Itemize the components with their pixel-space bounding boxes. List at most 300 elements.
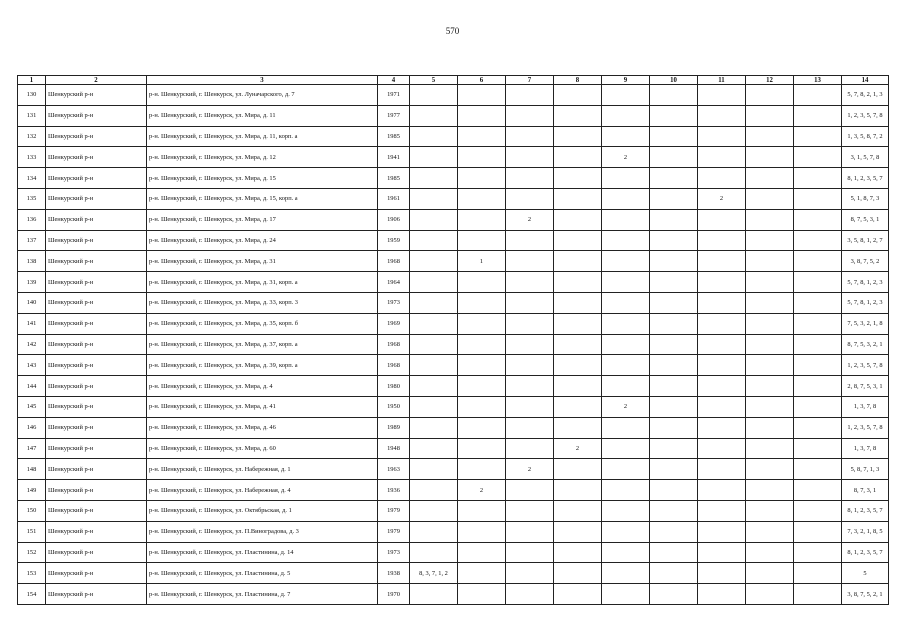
table-row <box>18 168 889 189</box>
col6-cell <box>458 188 506 209</box>
district-cell: Шенкурский р-н <box>46 334 147 355</box>
col12-cell <box>746 563 794 584</box>
col11-cell <box>698 355 746 376</box>
col10-cell <box>650 438 698 459</box>
district-cell: Шенкурский р-н <box>46 230 147 251</box>
header-row <box>18 76 889 85</box>
col10-cell <box>650 396 698 417</box>
col14-cell <box>842 85 889 106</box>
col6-cell <box>458 230 506 251</box>
col14-cell <box>842 334 889 355</box>
col10-cell <box>650 480 698 501</box>
table-row <box>18 209 889 230</box>
col14-cell <box>842 480 889 501</box>
row-number: 145 <box>18 396 46 417</box>
col12-cell <box>746 438 794 459</box>
col8-cell <box>554 500 602 521</box>
col6-cell <box>458 500 506 521</box>
district-cell: Шенкурский р-н <box>46 438 147 459</box>
district-cell: Шенкурский р-н <box>46 272 147 293</box>
col14-text: 5, 1, 8, 7, 3 <box>850 195 880 203</box>
col5-cell <box>410 126 458 147</box>
table-row <box>18 521 889 542</box>
row-number: 133 <box>18 147 46 168</box>
district-cell: Шенкурский р-н <box>46 251 147 272</box>
table-row <box>18 334 889 355</box>
address-cell: р-н. Шенкурский, г. Шенкурск, ул. Мира, д. 37, корп. а <box>147 334 378 355</box>
col8-cell: 2 <box>554 438 602 459</box>
col12-cell <box>746 480 794 501</box>
col12-cell <box>746 292 794 313</box>
address-cell: р-н. Шенкурский, г. Шенкурск, ул. Мира, д. 15, корп. а <box>147 188 378 209</box>
year-cell: 1968 <box>378 251 410 272</box>
col6-cell <box>458 355 506 376</box>
col11-cell <box>698 334 746 355</box>
col13-cell <box>794 500 842 521</box>
col10-cell <box>650 251 698 272</box>
col5-cell <box>410 230 458 251</box>
row-number: 130 <box>18 85 46 106</box>
year-cell: 1968 <box>378 334 410 355</box>
district-cell: Шенкурский р-н <box>46 584 147 605</box>
col8-cell <box>554 168 602 189</box>
col13-cell <box>794 584 842 605</box>
col11-cell <box>698 230 746 251</box>
col14-cell <box>842 459 889 480</box>
col7-cell <box>506 126 554 147</box>
col11-cell <box>698 168 746 189</box>
col5-cell <box>410 521 458 542</box>
year-cell: 1979 <box>378 521 410 542</box>
year-cell: 1941 <box>378 147 410 168</box>
col5-cell <box>410 292 458 313</box>
district-cell: Шенкурский р-н <box>46 168 147 189</box>
table-row <box>18 459 889 480</box>
col9-cell <box>602 168 650 189</box>
col14-cell <box>842 500 889 521</box>
col14-cell <box>842 292 889 313</box>
column-header: 11 <box>698 76 746 85</box>
row-number: 142 <box>18 334 46 355</box>
col6-cell <box>458 272 506 293</box>
year-cell: 1980 <box>378 376 410 397</box>
address-cell: р-н. Шенкурский, г. Шенкурск, ул. Мира, д. 15 <box>147 168 378 189</box>
col13-cell <box>794 85 842 106</box>
col14-text: 1, 3, 7, 8 <box>853 403 877 411</box>
col14-cell <box>842 584 889 605</box>
col14-cell <box>842 272 889 293</box>
table-row <box>18 542 889 563</box>
col5-cell <box>410 147 458 168</box>
col10-cell <box>650 521 698 542</box>
row-number: 139 <box>18 272 46 293</box>
row-number: 134 <box>18 168 46 189</box>
address-cell: р-н. Шенкурский, г. Шенкурск, ул. Мира, д. 11 <box>147 105 378 126</box>
col13-cell <box>794 417 842 438</box>
col10-cell <box>650 272 698 293</box>
district-cell: Шенкурский р-н <box>46 188 147 209</box>
col5-cell <box>410 438 458 459</box>
col13-cell <box>794 459 842 480</box>
col13-cell <box>794 396 842 417</box>
col10-cell <box>650 313 698 334</box>
col13-cell <box>794 334 842 355</box>
col14-cell <box>842 230 889 251</box>
district-cell: Шенкурский р-н <box>46 459 147 480</box>
col14-text: 2, 8, 7, 5, 3, 1 <box>847 382 883 390</box>
col6-cell <box>458 584 506 605</box>
col7-cell <box>506 521 554 542</box>
col14-text: 5, 8, 7, 1, 3 <box>850 465 880 473</box>
col14-text: 1, 3, 7, 8 <box>853 444 877 452</box>
col14-text: 8, 1, 2, 3, 5, 7 <box>847 548 883 556</box>
col10-cell <box>650 417 698 438</box>
col10-cell <box>650 85 698 106</box>
col5-cell <box>410 272 458 293</box>
column-header: 6 <box>458 76 506 85</box>
col14-text: 8, 1, 2, 3, 5, 7 <box>847 507 883 515</box>
col8-cell <box>554 417 602 438</box>
col6-cell <box>458 209 506 230</box>
col14-text: 5, 7, 8, 2, 1, 3 <box>847 91 883 99</box>
district-cell: Шенкурский р-н <box>46 292 147 313</box>
col8-cell <box>554 209 602 230</box>
col7-cell <box>506 376 554 397</box>
col5-cell <box>410 251 458 272</box>
col6-cell <box>458 168 506 189</box>
address-cell: р-н. Шенкурский, г. Шенкурск, ул. Мира, д. 31 <box>147 251 378 272</box>
col9-cell <box>602 272 650 293</box>
col11-cell <box>698 376 746 397</box>
register-table <box>17 75 889 605</box>
col12-cell <box>746 251 794 272</box>
col7-cell <box>506 542 554 563</box>
col12-cell <box>746 126 794 147</box>
address-cell: р-н. Шенкурский, г. Шенкурск, ул. Мира, д. 41 <box>147 396 378 417</box>
col14-cell <box>842 396 889 417</box>
year-cell: 1969 <box>378 313 410 334</box>
row-number: 144 <box>18 376 46 397</box>
col5-cell <box>410 355 458 376</box>
col8-cell <box>554 584 602 605</box>
col6-cell <box>458 147 506 168</box>
col8-cell <box>554 355 602 376</box>
table-row <box>18 105 889 126</box>
col5-cell <box>410 105 458 126</box>
col7-cell <box>506 313 554 334</box>
col11-cell <box>698 85 746 106</box>
table-row <box>18 376 889 397</box>
col14-cell <box>842 168 889 189</box>
district-cell: Шенкурский р-н <box>46 355 147 376</box>
col13-cell <box>794 480 842 501</box>
district-cell: Шенкурский р-н <box>46 126 147 147</box>
col14-text: 7, 5, 3, 2, 1, 8 <box>847 320 883 328</box>
address-cell: р-н. Шенкурский, г. Шенкурск, ул. Мира, д. 11, корп. а <box>147 126 378 147</box>
col14-cell <box>842 376 889 397</box>
col14-text: 3, 8, 7, 5, 2 <box>850 257 880 265</box>
row-number: 154 <box>18 584 46 605</box>
address-cell: р-н. Шенкурский, г. Шенкурск, ул. Мира, д. 39, корп. а <box>147 355 378 376</box>
col11-cell <box>698 542 746 563</box>
col7-cell <box>506 563 554 584</box>
col6-cell <box>458 292 506 313</box>
district-cell: Шенкурский р-н <box>46 521 147 542</box>
col9-cell <box>602 521 650 542</box>
col9-cell <box>602 334 650 355</box>
col13-cell <box>794 105 842 126</box>
col13-cell <box>794 313 842 334</box>
col5-cell <box>410 542 458 563</box>
year-cell: 1959 <box>378 230 410 251</box>
col8-cell <box>554 334 602 355</box>
column-header: 12 <box>746 76 794 85</box>
col10-cell <box>650 105 698 126</box>
col10-cell <box>650 376 698 397</box>
col11-cell <box>698 563 746 584</box>
col11-cell <box>698 500 746 521</box>
col12-cell <box>746 542 794 563</box>
column-header: 1 <box>18 76 46 85</box>
col7-cell: 2 <box>506 459 554 480</box>
table-row <box>18 292 889 313</box>
address-cell: р-н. Шенкурский, г. Шенкурск, ул. Мира, д. 4 <box>147 376 378 397</box>
col11-cell <box>698 438 746 459</box>
district-cell: Шенкурский р-н <box>46 105 147 126</box>
col9-cell <box>602 500 650 521</box>
col7-cell <box>506 147 554 168</box>
year-cell: 1973 <box>378 542 410 563</box>
col12-cell <box>746 396 794 417</box>
col8-cell <box>554 147 602 168</box>
col6-cell <box>458 396 506 417</box>
col7-cell <box>506 417 554 438</box>
row-number: 136 <box>18 209 46 230</box>
table-row <box>18 85 889 106</box>
col14-text: 1, 2, 3, 5, 7, 8 <box>847 112 883 120</box>
col8-cell <box>554 292 602 313</box>
col14-cell <box>842 417 889 438</box>
col11-cell <box>698 105 746 126</box>
table-row <box>18 480 889 501</box>
col10-cell <box>650 500 698 521</box>
column-header: 13 <box>794 76 842 85</box>
col12-cell <box>746 272 794 293</box>
col5-cell <box>410 584 458 605</box>
col9-cell <box>602 480 650 501</box>
col7-cell <box>506 438 554 459</box>
col8-cell <box>554 459 602 480</box>
col13-cell <box>794 521 842 542</box>
col6-cell <box>458 313 506 334</box>
col11-cell <box>698 292 746 313</box>
col11-cell <box>698 459 746 480</box>
year-cell: 1968 <box>378 355 410 376</box>
row-number: 149 <box>18 480 46 501</box>
col14-text: 8, 7, 3, 1 <box>853 486 877 494</box>
year-cell: 1963 <box>378 459 410 480</box>
col14-cell <box>842 542 889 563</box>
row-number: 151 <box>18 521 46 542</box>
col11-cell <box>698 313 746 334</box>
column-header: 8 <box>554 76 602 85</box>
address-cell: р-н. Шенкурский, г. Шенкурск, ул. Мира, д. 17 <box>147 209 378 230</box>
col7-cell <box>506 500 554 521</box>
col12-cell <box>746 500 794 521</box>
col9-cell <box>602 584 650 605</box>
table-row <box>18 147 889 168</box>
col6-cell <box>458 376 506 397</box>
col11-cell <box>698 251 746 272</box>
table-row <box>18 355 889 376</box>
col5-cell <box>410 480 458 501</box>
col12-cell <box>746 376 794 397</box>
district-cell: Шенкурский р-н <box>46 417 147 438</box>
col9-cell <box>602 126 650 147</box>
col14-text: 3, 8, 7, 5, 2, 1 <box>847 590 883 598</box>
year-cell: 1936 <box>378 480 410 501</box>
col8-cell <box>554 188 602 209</box>
col7-cell <box>506 168 554 189</box>
col12-cell <box>746 584 794 605</box>
col9-cell <box>602 417 650 438</box>
table-row <box>18 584 889 605</box>
row-number: 146 <box>18 417 46 438</box>
col11-cell <box>698 584 746 605</box>
address-cell: р-н. Шенкурский, г. Шенкурск, ул. Луначарского, д. 7 <box>147 85 378 106</box>
col9-cell <box>602 85 650 106</box>
column-header: 14 <box>842 76 889 85</box>
col14-text: 5 <box>863 569 867 577</box>
col7-cell <box>506 105 554 126</box>
table-row <box>18 396 889 417</box>
district-cell: Шенкурский р-н <box>46 85 147 106</box>
row-number: 135 <box>18 188 46 209</box>
col13-cell <box>794 188 842 209</box>
col10-cell <box>650 542 698 563</box>
col8-cell <box>554 272 602 293</box>
col12-cell <box>746 168 794 189</box>
col10-cell <box>650 188 698 209</box>
year-cell: 1906 <box>378 209 410 230</box>
col8-cell <box>554 313 602 334</box>
col6-cell <box>458 85 506 106</box>
col5-cell: 8, 3, 7, 1, 2 <box>410 563 458 584</box>
col8-cell <box>554 521 602 542</box>
col12-cell <box>746 147 794 168</box>
col9-cell <box>602 438 650 459</box>
year-cell: 1989 <box>378 417 410 438</box>
table-row <box>18 251 889 272</box>
district-cell: Шенкурский р-н <box>46 563 147 584</box>
year-cell: 1948 <box>378 438 410 459</box>
col14-text: 3, 5, 8, 1, 2, 7 <box>847 236 883 244</box>
table-row <box>18 438 889 459</box>
col13-cell <box>794 542 842 563</box>
address-cell: р-н. Шенкурский, г. Шенкурск, ул. Мира, д. 12 <box>147 147 378 168</box>
col9-cell <box>602 563 650 584</box>
col10-cell <box>650 459 698 480</box>
col10-cell <box>650 563 698 584</box>
address-cell: р-н. Шенкурский, г. Шенкурск, ул. Октябрьская, д. 1 <box>147 500 378 521</box>
col10-cell <box>650 230 698 251</box>
table-row <box>18 188 889 209</box>
col10-cell <box>650 209 698 230</box>
col10-cell <box>650 292 698 313</box>
col10-cell <box>650 355 698 376</box>
col14-text: 1, 2, 3, 5, 7, 8 <box>847 424 883 432</box>
table-row <box>18 563 889 584</box>
year-cell: 1985 <box>378 126 410 147</box>
col6-cell <box>458 542 506 563</box>
col5-cell <box>410 376 458 397</box>
col6-cell <box>458 334 506 355</box>
col13-cell <box>794 126 842 147</box>
row-number: 150 <box>18 500 46 521</box>
row-number: 137 <box>18 230 46 251</box>
row-number: 153 <box>18 563 46 584</box>
col8-cell <box>554 230 602 251</box>
district-cell: Шенкурский р-н <box>46 147 147 168</box>
col5-cell <box>410 313 458 334</box>
col13-cell <box>794 355 842 376</box>
col14-cell <box>842 147 889 168</box>
table-row <box>18 230 889 251</box>
col11-cell <box>698 272 746 293</box>
col8-cell <box>554 563 602 584</box>
col7-cell <box>506 292 554 313</box>
col7-cell <box>506 230 554 251</box>
column-header: 3 <box>147 76 378 85</box>
row-number: 147 <box>18 438 46 459</box>
col13-cell <box>794 209 842 230</box>
col11-cell: 2 <box>698 188 746 209</box>
table-row <box>18 417 889 438</box>
row-number: 148 <box>18 459 46 480</box>
col14-cell <box>842 313 889 334</box>
col7-cell <box>506 355 554 376</box>
col5-cell <box>410 168 458 189</box>
col9-cell <box>602 209 650 230</box>
col14-text: 5, 7, 8, 1, 2, 3 <box>847 278 883 286</box>
col11-cell <box>698 126 746 147</box>
col10-cell <box>650 126 698 147</box>
col13-cell <box>794 438 842 459</box>
col8-cell <box>554 480 602 501</box>
col5-cell <box>410 396 458 417</box>
col6-cell <box>458 563 506 584</box>
address-cell: р-н. Шенкурский, г. Шенкурск, ул. Пластинина, д. 7 <box>147 584 378 605</box>
col12-cell <box>746 230 794 251</box>
col8-cell <box>554 126 602 147</box>
col13-cell <box>794 563 842 584</box>
col13-cell <box>794 292 842 313</box>
district-cell: Шенкурский р-н <box>46 209 147 230</box>
col9-cell <box>602 188 650 209</box>
col14-cell <box>842 126 889 147</box>
col9-cell <box>602 230 650 251</box>
col8-cell <box>554 376 602 397</box>
col12-cell <box>746 209 794 230</box>
col14-cell <box>842 251 889 272</box>
district-cell: Шенкурский р-н <box>46 542 147 563</box>
district-cell: Шенкурский р-н <box>46 376 147 397</box>
year-cell: 1985 <box>378 168 410 189</box>
col14-text: 8, 1, 2, 3, 5, 7 <box>847 174 883 182</box>
col13-cell <box>794 168 842 189</box>
col12-cell <box>746 85 794 106</box>
table-row <box>18 313 889 334</box>
